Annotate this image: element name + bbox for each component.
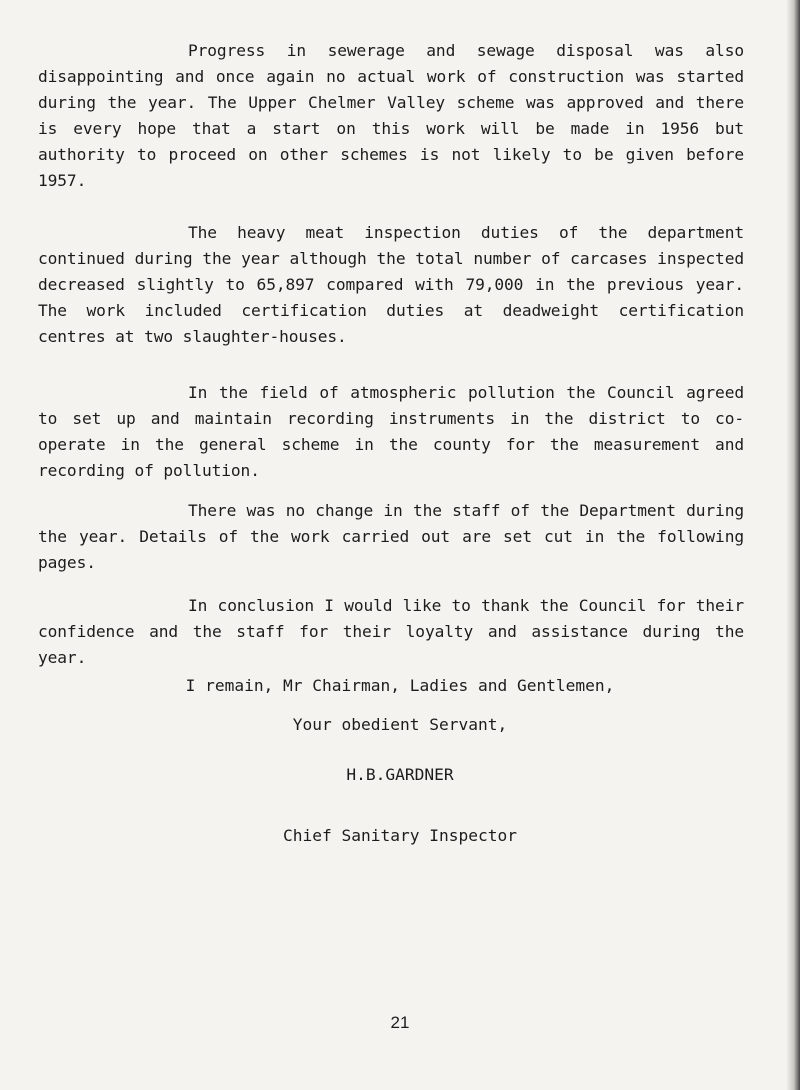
paragraph-atmospheric-pollution: In the field of atmospheric pollution the Council agreed to set up and maintain recording instruments in the district to co-operate in the general scheme in the county for the measurement and recording of pollution. bbox=[38, 383, 744, 480]
paragraph-conclusion: In conclusion I would like to thank the Council for their confidence and the staff for their loyalty and assistance during the year. bbox=[38, 596, 744, 667]
paragraph-sewerage: Progress in sewerage and sewage disposal was also disappointing and once again no actual work of construction was started during the year. The Upper Chelmer Valley scheme was approved and there is every hope that a start on this work will be made in 1956 but authority to proceed on other schemes is not likely to be given before 1957. bbox=[38, 41, 744, 190]
closing-sign-off: Your obedient Servant, bbox=[292, 715, 508, 734]
page-edge-shadow bbox=[786, 0, 800, 1090]
signatory-title: Chief Sanitary Inspector bbox=[283, 826, 517, 845]
closing-salutation: I remain, Mr Chairman, Ladies and Gentlemen, bbox=[185, 676, 615, 695]
paragraph-meat-inspection: The heavy meat inspection duties of the department continued during the year although the total number of carcases inspected decreased slightly to 65,897 compared with 79,000 in the previous year. The work included certification duties at deadweight certification centres at two slaughter-houses. bbox=[38, 223, 744, 346]
page-number: 21 bbox=[390, 1013, 410, 1032]
signatory-name: H.B.GARDNER bbox=[346, 765, 454, 784]
paragraph-staff: There was no change in the staff of the Department during the year. Details of the work carried out are set cut in the following pages. bbox=[38, 501, 744, 572]
